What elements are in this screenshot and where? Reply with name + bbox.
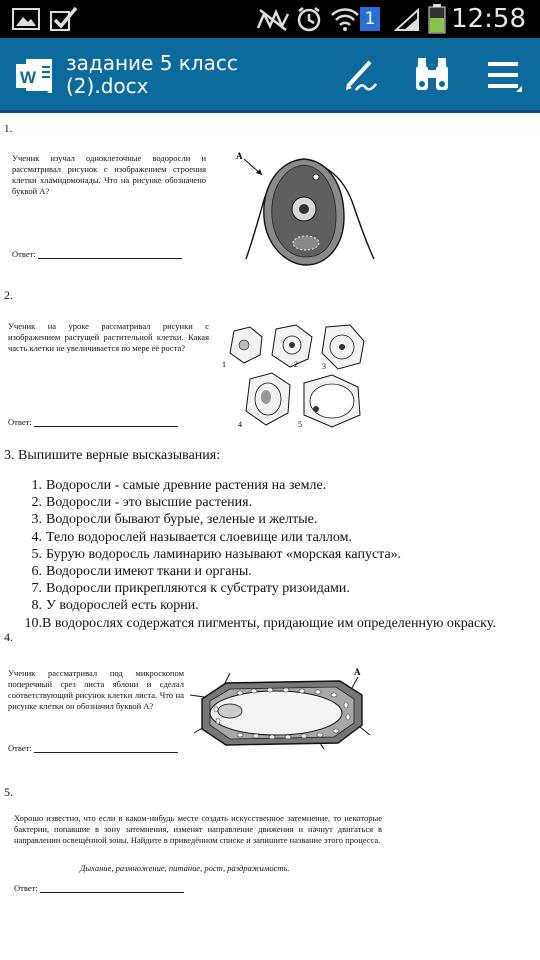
svg-text:W: W <box>19 68 37 87</box>
q3-number: 3 <box>4 448 11 463</box>
q2-fig-label-1: 1 <box>222 360 226 369</box>
list-item-text: Бурую водоросль ламинарию называют «морская капуста». <box>46 546 402 562</box>
document-page[interactable] <box>0 113 540 960</box>
list-item <box>24 494 496 511</box>
q2-text: Ученик на уроке рассматривал рисунки с изображением растущей растительной клетки. Какая часть клетки не увеличивается по мере её роста? <box>8 321 209 353</box>
list-item-text: Водоросли - это высшие растения. <box>46 495 253 511</box>
binoculars-search-icon[interactable] <box>414 56 450 94</box>
q2-fig-label-2: 2 <box>294 360 298 369</box>
word-doc-icon[interactable] <box>14 56 54 96</box>
document-title <box>66 52 238 98</box>
alarm-icon <box>296 6 322 32</box>
q4-answer <box>8 743 178 753</box>
q4-answer-label: Ответ: <box>8 743 32 753</box>
q2-answer <box>8 417 178 427</box>
list-item-number: 6. <box>31 564 42 580</box>
list-item-number: 3. <box>31 512 42 528</box>
q2-fig-label-4: 4 <box>238 420 242 429</box>
list-item-text: В водорослях содержатся пигменты, придающие им определенную окраску. <box>42 615 496 631</box>
q1-fig-label: А <box>236 151 243 161</box>
q5-answer <box>14 883 184 893</box>
q5-number: 5. <box>4 785 13 799</box>
q2-number: 2. <box>4 288 13 302</box>
q4-fig-label: А <box>354 667 361 677</box>
q5-answer-line <box>40 892 184 893</box>
list-item <box>24 529 496 546</box>
list-item <box>24 580 496 597</box>
title-line-1: задание 5 класс <box>66 51 238 75</box>
q3-heading <box>4 448 220 464</box>
gallery-icon <box>12 8 40 30</box>
q5-text: Хорошо известно, что если в каком-нибудь месте создать искусственное затемнение, то некоторые бактерии, попавшие в зону затемнения, изменят направление движения и начнут двигаться в направлении освещённой зоны. Найдите в приведённом списке и запишите название этого процесса. <box>14 813 382 845</box>
pen-edit-icon[interactable] <box>342 56 380 94</box>
clock: 12:58 <box>451 4 526 34</box>
list-item-text: Водоросли имеют ткани и органы. <box>46 564 252 580</box>
leaf-cell-figure <box>190 665 374 749</box>
q1-text: Ученик изучал одноклеточные водоросли и рассматривал рисунок с изображением строения клетки хламидомонады. Что на рисунке обозначено буквой А? <box>12 153 206 196</box>
list-item-text: Водоросли бывают бурые, зеленые и желтые. <box>46 512 318 528</box>
wifi-icon <box>330 6 360 32</box>
signal-icon <box>394 8 420 32</box>
q1-answer-label: Ответ: <box>12 249 36 259</box>
list-item-text: У водорослей есть корни. <box>46 598 199 614</box>
q1-answer <box>12 249 182 259</box>
q2-fig-label-5: 5 <box>298 420 302 429</box>
title-line-2: (2).docx <box>66 74 149 98</box>
list-item-number: 2. <box>31 495 42 511</box>
q4-number: 4. <box>4 630 13 644</box>
chlamydomonas-figure <box>232 147 382 267</box>
list-item <box>24 477 496 494</box>
plant-cell-growth-figure <box>220 321 370 433</box>
q2-answer-label: Ответ: <box>8 417 32 427</box>
sim-badge: 1 <box>360 7 380 31</box>
q1-answer-line <box>38 258 182 259</box>
q2-answer-line <box>34 426 178 427</box>
q5-answer-label: Ответ: <box>14 883 38 893</box>
app-bar <box>0 38 540 113</box>
list-item <box>24 563 496 580</box>
q3-statement-list <box>24 477 496 632</box>
q1-number: 1. <box>4 123 13 135</box>
list-item-number: 10. <box>24 615 42 631</box>
list-item-text: Водоросли - самые древние растения на земле. <box>46 478 327 493</box>
battery-icon <box>428 4 446 34</box>
list-item-number: 8. <box>31 598 42 614</box>
q3-heading-text: . Выпишите верные высказывания: <box>11 448 221 463</box>
status-bar <box>0 0 540 38</box>
q4-answer-line <box>34 752 178 753</box>
list-item-number: 4. <box>31 529 42 545</box>
q2-fig-label-3: 3 <box>322 362 326 371</box>
q4-text: Ученик рассматривал под микроскопом поперечный срез листа яблони и сделал соответствующий рисунок клетки листа. Что на рисунке клетки он обозначил буквой А? <box>8 668 184 711</box>
list-item-number: 5. <box>31 546 42 562</box>
list-item-text: Водоросли прикрепляются к субстрату ризоидами. <box>46 581 350 597</box>
list-item-number: 1. <box>31 478 42 493</box>
q5-options: Дыхание, размножение, питание, рост, раздражимость. <box>80 863 290 873</box>
mute-icon <box>256 8 290 32</box>
list-item-number: 7. <box>31 581 42 597</box>
list-item <box>24 511 496 528</box>
list-item <box>24 597 496 614</box>
menu-icon[interactable] <box>486 58 522 94</box>
list-item <box>24 546 496 563</box>
list-item-text: Тело водорослей называется слоевище или таллом. <box>46 529 352 545</box>
list-item <box>24 615 496 632</box>
checkbox-icon <box>50 6 78 32</box>
